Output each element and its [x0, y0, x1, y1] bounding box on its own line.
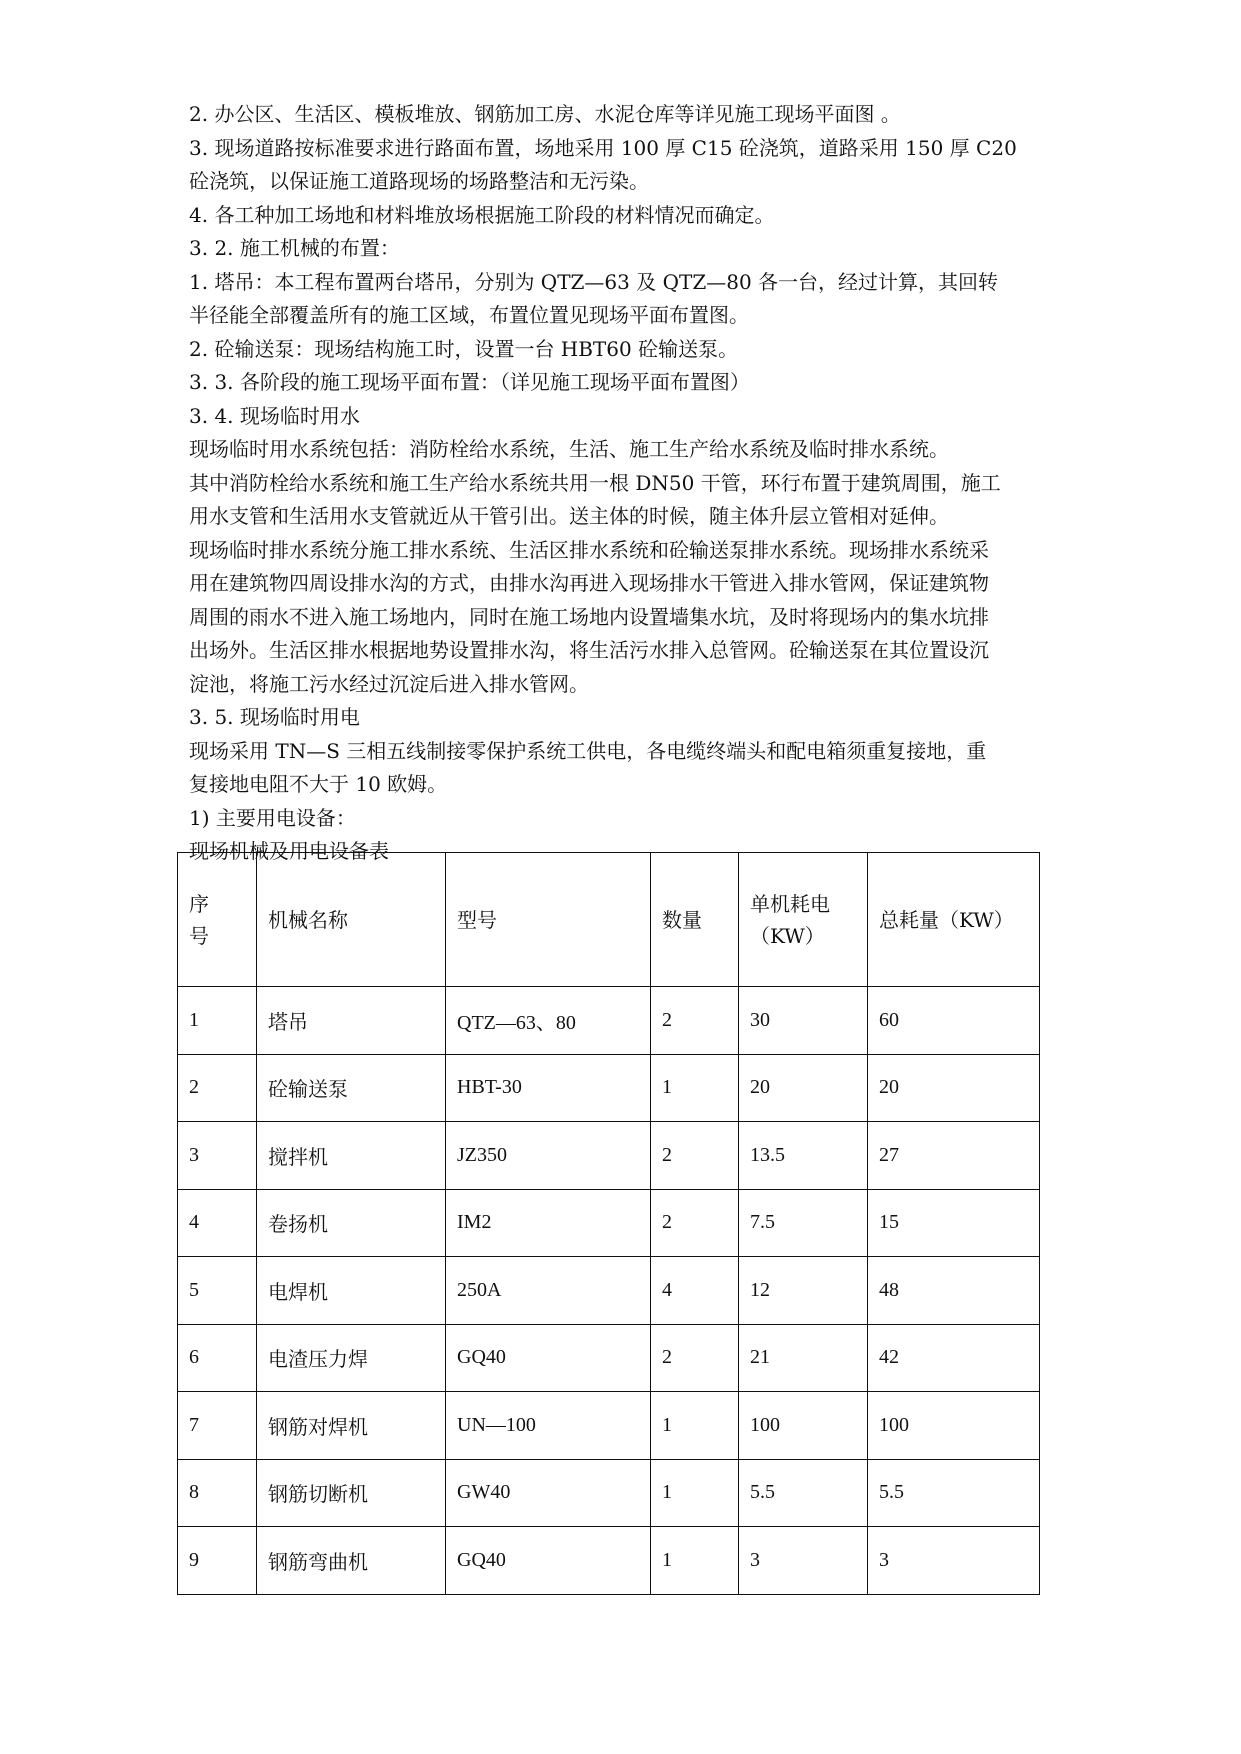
paragraph-line: 2. 办公区、生活区、模板堆放、钢筋加工房、水泥仓库等详见施工现场平面图 。 — [189, 102, 901, 126]
cell-model: QTZ—63、80 — [446, 987, 651, 1055]
header-total-power: 总耗量（KW） — [868, 853, 1040, 987]
table-caption: 现场机械及用电设备表 — [189, 839, 389, 863]
cell-index: 8 — [178, 1459, 257, 1527]
cell-model: UN—100 — [446, 1392, 651, 1460]
header-index: 序号 — [178, 853, 257, 987]
cell-quantity: 2 — [651, 1122, 739, 1190]
cell-quantity: 1 — [651, 1054, 739, 1122]
table-row — [178, 1459, 1040, 1527]
cell-unit-power: 100 — [739, 1392, 868, 1460]
section-heading-3-5: 3. 5. 现场临时用电 — [189, 705, 360, 729]
cell-total-power: 5.5 — [868, 1459, 1040, 1527]
paragraph-line: 砼浇筑，以保证施工道路现场的场路整洁和无污染。 — [189, 169, 649, 193]
paragraph-line: 1) 主要用电设备： — [189, 805, 356, 830]
cell-machine-name: 钢筋切断机 — [257, 1459, 446, 1527]
cell-total-power: 15 — [868, 1189, 1040, 1257]
cell-model: HBT-30 — [446, 1054, 651, 1122]
equipment-table — [177, 852, 1040, 1595]
cell-unit-power: 20 — [739, 1054, 868, 1122]
paragraph-line: 周围的雨水不进入施工场地内，同时在施工场地内设置墙集水坑，及时将现场内的集水坑排 — [189, 604, 989, 629]
cell-index: 3 — [178, 1122, 257, 1190]
cell-index: 5 — [178, 1257, 257, 1325]
cell-machine-name: 电渣压力焊 — [257, 1324, 446, 1392]
cell-total-power: 100 — [868, 1392, 1040, 1460]
table-row — [178, 1257, 1040, 1325]
cell-total-power: 48 — [868, 1257, 1040, 1325]
paragraph-line: 半径能全部覆盖所有的施工区域，布置位置见现场平面布置图。 — [189, 303, 749, 327]
cell-unit-power: 7.5 — [739, 1189, 868, 1257]
cell-index: 6 — [178, 1324, 257, 1392]
table-row — [178, 1189, 1040, 1257]
cell-model: 250A — [446, 1257, 651, 1325]
cell-unit-power: 30 — [739, 987, 868, 1055]
cell-total-power: 20 — [868, 1054, 1040, 1122]
cell-model: IM2 — [446, 1189, 651, 1257]
cell-unit-power: 12 — [739, 1257, 868, 1325]
paragraph-line: 现场采用 TN—S 三相五线制接零保护系统工供电，各电缆终端头和配电箱须重复接地，重 — [189, 738, 987, 763]
cell-machine-name: 搅拌机 — [257, 1122, 446, 1190]
paragraph-line: 现场临时排水系统分施工排水系统、生活区排水系统和砼输送泵排水系统。现场排水系统采 — [189, 537, 989, 562]
cell-index: 2 — [178, 1054, 257, 1122]
cell-machine-name: 钢筋对焊机 — [257, 1392, 446, 1460]
cell-quantity: 2 — [651, 987, 739, 1055]
header-quantity: 数量 — [651, 853, 739, 987]
cell-quantity: 1 — [651, 1392, 739, 1460]
table-row — [178, 1324, 1040, 1392]
cell-model: GQ40 — [446, 1324, 651, 1392]
paragraph-line: 3. 现场道路按标准要求进行路面布置，场地采用 100 厚 C15 砼浇筑，道路采用 150 厚 C20 — [189, 135, 1017, 160]
table-header-row — [178, 853, 1040, 987]
cell-quantity: 2 — [651, 1189, 739, 1257]
cell-unit-power: 3 — [739, 1527, 868, 1595]
paragraph-line: 其中消防栓给水系统和施工生产给水系统共用一根 DN50 干管，环行布置于建筑周围，施工 — [189, 470, 1001, 495]
paragraph-line: 用水支管和生活用水支管就近从干管引出。送主体的时候，随主体升层立管相对延伸。 — [189, 504, 949, 528]
cell-total-power: 27 — [868, 1122, 1040, 1190]
header-machine-name: 机械名称 — [257, 853, 446, 987]
cell-quantity: 1 — [651, 1459, 739, 1527]
cell-index: 4 — [178, 1189, 257, 1257]
cell-quantity: 1 — [651, 1527, 739, 1595]
paragraph-line: 复接地电阻不大于 10 欧姆。 — [189, 772, 448, 796]
cell-model: JZ350 — [446, 1122, 651, 1190]
table-row — [178, 1122, 1040, 1190]
cell-machine-name: 砼输送泵 — [257, 1054, 446, 1122]
header-model: 型号 — [446, 853, 651, 987]
header-unit-power: 单机耗电（KW） — [739, 853, 868, 987]
cell-total-power: 3 — [868, 1527, 1040, 1595]
document-body — [189, 98, 1069, 869]
cell-index: 9 — [178, 1527, 257, 1595]
cell-machine-name: 塔吊 — [257, 987, 446, 1055]
cell-model: GW40 — [446, 1459, 651, 1527]
paragraph-line: 4. 各工种加工场地和材料堆放场根据施工阶段的材料情况而确定。 — [189, 202, 775, 227]
paragraph-line: 2. 砼输送泵：现场结构施工时，设置一台 HBT60 砼输送泵。 — [189, 336, 739, 361]
cell-machine-name: 钢筋弯曲机 — [257, 1527, 446, 1595]
cell-machine-name: 电焊机 — [257, 1257, 446, 1325]
table-row — [178, 1054, 1040, 1122]
cell-machine-name: 卷扬机 — [257, 1189, 446, 1257]
table-row — [178, 987, 1040, 1055]
paragraph-line: 淀池，将施工污水经过沉淀后进入排水管网。 — [189, 671, 589, 696]
table-row — [178, 1392, 1040, 1460]
cell-unit-power: 21 — [739, 1324, 868, 1392]
section-heading-3-2: 3. 2. 施工机械的布置： — [189, 236, 400, 260]
table-row — [178, 1527, 1040, 1595]
section-heading-3-3: 3. 3. 各阶段的施工现场平面布置：（详见施工现场平面布置图） — [189, 370, 750, 394]
cell-index: 7 — [178, 1392, 257, 1460]
paragraph-line: 用在建筑物四周设排水沟的方式，由排水沟再进入现场排水干管进入排水管网，保证建筑物 — [189, 571, 989, 595]
cell-total-power: 42 — [868, 1324, 1040, 1392]
paragraph-line: 1. 塔吊：本工程布置两台塔吊，分别为 QTZ—63 及 QTZ—80 各一台，经过计算，其回转 — [189, 269, 999, 294]
cell-quantity: 2 — [651, 1324, 739, 1392]
section-heading-3-4: 3. 4. 现场临时用水 — [189, 403, 360, 428]
paragraph-line: 现场临时用水系统包括：消防栓给水系统，生活、施工生产给水系统及临时排水系统。 — [189, 437, 949, 461]
cell-quantity: 4 — [651, 1257, 739, 1325]
cell-total-power: 60 — [868, 987, 1040, 1055]
cell-model: GQ40 — [446, 1527, 651, 1595]
cell-unit-power: 5.5 — [739, 1459, 868, 1527]
cell-index: 1 — [178, 987, 257, 1055]
paragraph-line: 出场外。生活区排水根据地势设置排水沟，将生活污水排入总管网。砼输送泵在其位置设沉 — [189, 638, 989, 662]
cell-unit-power: 13.5 — [739, 1122, 868, 1190]
